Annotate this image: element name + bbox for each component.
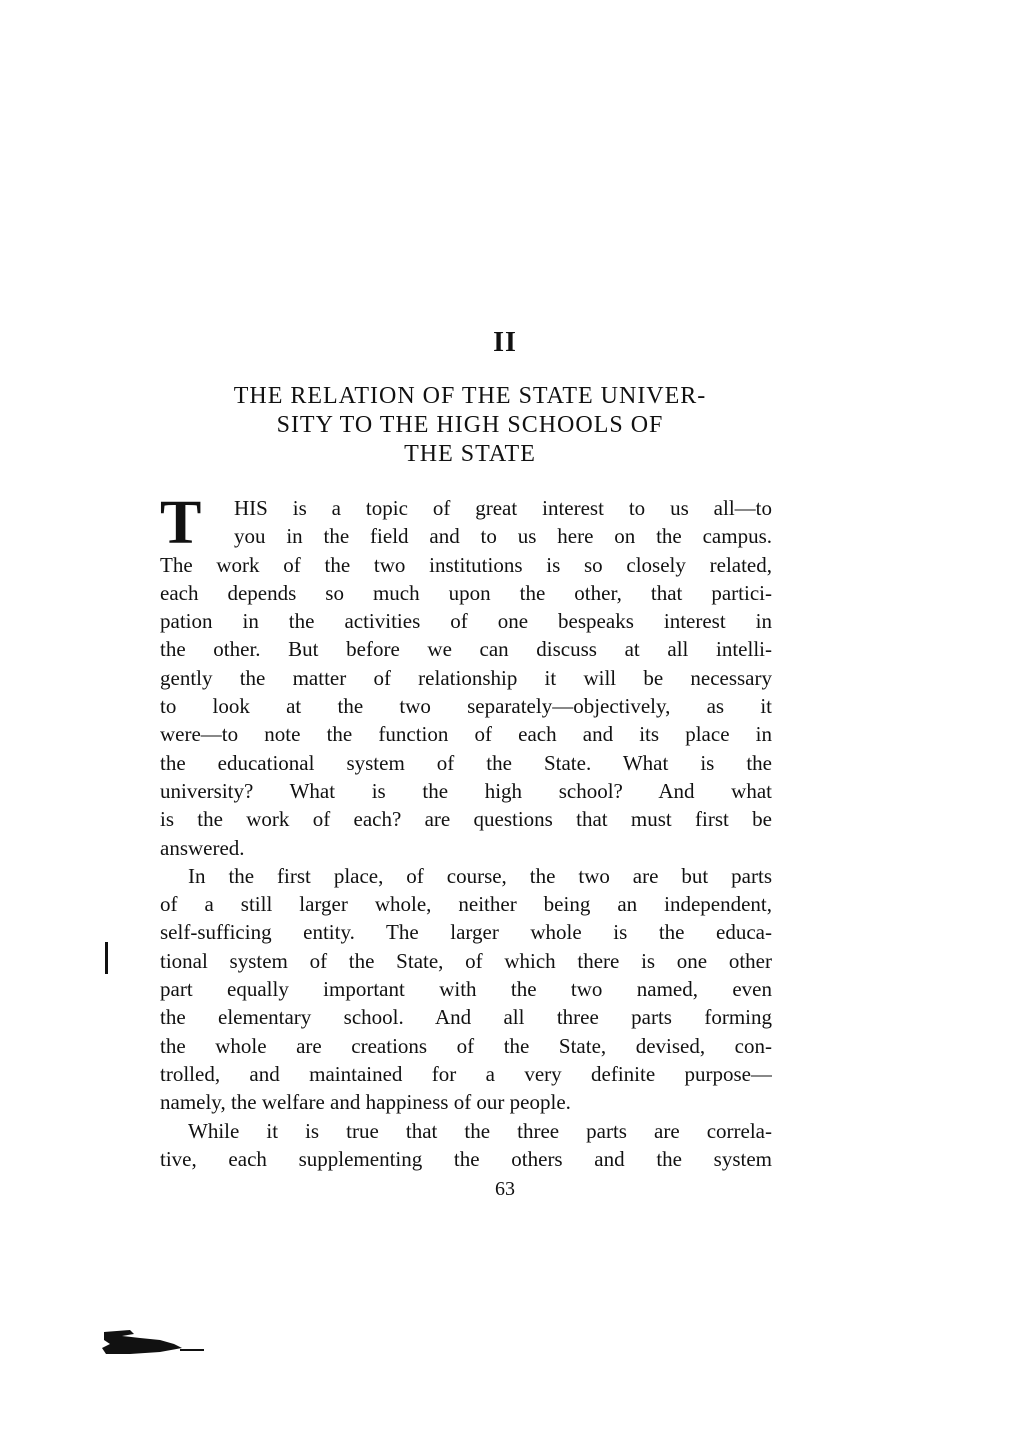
text-line: university? What is the high school? And what — [160, 778, 772, 803]
text-line: gently the matter of relationship it will be necessary — [160, 665, 772, 690]
chapter-number: II — [493, 327, 517, 358]
text-line: part equally important with the two named, even — [160, 977, 772, 1002]
text-line: namely, the welfare and happiness of our people. — [160, 1090, 571, 1115]
text-line: the whole are creations of the State, devised, con- — [160, 1033, 772, 1058]
text-line: of a still larger whole, neither being an independent, — [160, 892, 772, 917]
text-line: self-sufficing entity. The larger whole is the educa- — [160, 920, 772, 945]
text-line: The work of the two institutions is so closely related, — [160, 552, 772, 577]
chapter-title — [150, 382, 790, 469]
text-line: is the work of each? are questions that must first be — [160, 807, 772, 832]
text-line: pation in the activities of one bespeaks interest in — [160, 609, 772, 634]
body-text — [160, 489, 772, 1173]
text-line: answered. — [160, 835, 245, 860]
library-stamp-mark — [100, 1318, 210, 1358]
chapter-title-line: THE RELATION OF THE STATE UNIVER- — [233, 383, 707, 409]
text-line: you in the field and to us here on the campus. — [234, 524, 772, 549]
text-line: HIS is a topic of great interest to us all—to — [234, 496, 772, 520]
text-line: While it is true that the three parts are correla- — [188, 1118, 772, 1143]
text-line: to look at the two separately—objectively, as it — [160, 694, 772, 719]
text-line: tive, each supplementing the others and the system — [160, 1146, 772, 1171]
text-line: the other. But before we can discuss at all intelli- — [160, 637, 772, 662]
text-line: trolled, and maintained for a very definite purpose— — [160, 1061, 772, 1086]
text-line: each depends so much upon the other, that partici- — [160, 580, 772, 605]
text-line: In the first place, of course, the two are but parts — [188, 863, 772, 888]
text-line: the educational system of the State. What is the — [160, 750, 772, 775]
margin-mark — [105, 942, 108, 974]
text-line: tional system of the State, of which there is one other — [160, 948, 772, 973]
chapter-title-line: SITY TO THE HIGH SCHOOLS OF — [276, 412, 664, 438]
text-line: were—to note the function of each and its place in — [160, 722, 772, 747]
drop-cap: T — [160, 489, 202, 557]
page-number: 63 — [495, 1178, 515, 1200]
chapter-title-line: THE STATE — [404, 441, 536, 467]
text-line: the elementary school. And all three parts forming — [160, 1005, 772, 1030]
